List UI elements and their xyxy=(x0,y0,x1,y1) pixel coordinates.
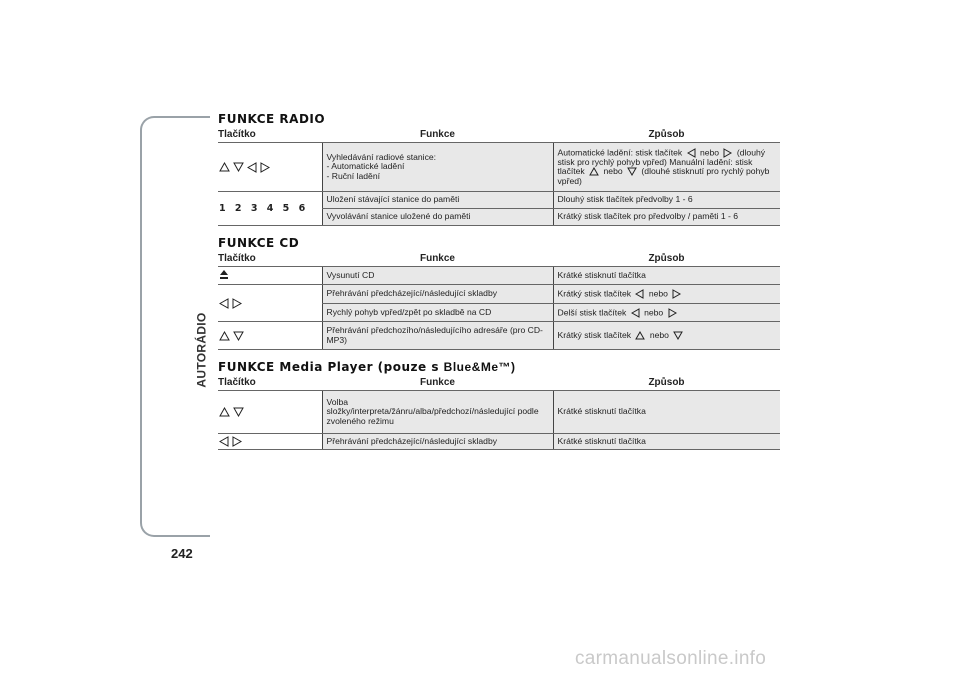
button-cell xyxy=(218,322,322,350)
triangle-left-icon xyxy=(247,162,257,173)
method-cell: Krátký stisk tlačítek nebo xyxy=(553,322,780,350)
button-cell xyxy=(218,391,322,434)
triangle-up-icon xyxy=(635,331,645,340)
triangle-right-icon xyxy=(232,298,242,309)
triangle-left-icon xyxy=(631,308,640,318)
function-cell: Vyvolávání stanice uložené do paměti xyxy=(322,209,553,226)
triangle-right-icon xyxy=(668,308,677,318)
button-cell xyxy=(218,434,322,450)
triangle-left-icon xyxy=(635,289,644,299)
button-cell xyxy=(218,267,322,285)
table-row xyxy=(218,192,780,209)
triangle-right-icon xyxy=(232,436,242,447)
triangle-up-icon xyxy=(219,407,230,417)
function-cell: Přehrávání předchozího/následujícího adresáře (pro CD-MP3) xyxy=(322,322,553,350)
button-cell xyxy=(218,285,322,322)
header-function: Funkce xyxy=(322,127,553,143)
table-header xyxy=(218,251,780,267)
table-row xyxy=(218,143,780,192)
eject-icon xyxy=(219,269,229,280)
triangle-right-icon xyxy=(672,289,681,299)
radio-table xyxy=(218,127,780,226)
function-cell: Vysunutí CD xyxy=(322,267,553,285)
header-button: Tlačítko xyxy=(218,251,322,267)
header-method: Způsob xyxy=(553,127,780,143)
page-number: 242 xyxy=(171,546,193,561)
header-method: Způsob xyxy=(553,375,780,391)
header-button: Tlačítko xyxy=(218,375,322,391)
cd-section-title: FUNKCE CD xyxy=(218,236,300,250)
function-cell: Uložení stávající stanice do paměti xyxy=(322,192,553,209)
manual-content xyxy=(218,112,780,450)
header-button: Tlačítko xyxy=(218,127,322,143)
function-cell: Rychlý pohyb vpřed/zpět po skladbě na CD xyxy=(322,304,553,322)
function-cell: Volba složky/interpreta/žánru/alba/předchozí/následující podle zvoleného režimu xyxy=(322,391,553,434)
triangle-down-icon xyxy=(673,331,683,340)
watermark: carmanualsonline.info xyxy=(575,648,767,669)
function-cell: Přehrávání předcházející/následující skladby xyxy=(322,434,553,450)
media-section-title: FUNKCE Media Player (pouze s Blue&Me™) xyxy=(218,360,516,374)
method-cell: Delší stisk tlačítek nebo xyxy=(553,304,780,322)
method-cell: Krátké stisknutí tlačítka xyxy=(553,391,780,434)
triangle-up-icon xyxy=(589,167,599,176)
function-cell: Vyhledávání radiové stanice: - Automatické ladění - Ruční ladění xyxy=(322,143,553,192)
triangle-down-icon xyxy=(233,331,244,341)
triangle-down-icon xyxy=(233,162,244,172)
header-function: Funkce xyxy=(322,375,553,391)
method-cell: Krátký stisk tlačítek nebo xyxy=(553,285,780,304)
triangle-down-icon xyxy=(233,407,244,417)
table-row xyxy=(218,391,780,434)
preset-buttons-label: 1 2 3 4 5 6 xyxy=(218,192,322,226)
table-row xyxy=(218,285,780,304)
section-side-label: AUTORÁDIO xyxy=(195,312,209,388)
triangle-left-icon xyxy=(219,298,229,309)
function-cell: Přehrávání předcházející/následující skladby xyxy=(322,285,553,304)
triangle-up-icon xyxy=(219,162,230,172)
table-row xyxy=(218,322,780,350)
method-cell: Automatické ladění: stisk tlačítek nebo (dlouhý stisk pro rychlý pohyb vpřed) Manuální ladění: stisk tlačítek nebo (dlouhé stisknutí pro rychlý pohyb vpřed) xyxy=(553,143,780,192)
triangle-up-icon xyxy=(219,331,230,341)
triangle-right-icon xyxy=(260,162,270,173)
table-header xyxy=(218,127,780,143)
triangle-left-icon xyxy=(219,436,229,447)
header-method: Způsob xyxy=(553,251,780,267)
method-cell: Krátké stisknutí tlačítka xyxy=(553,434,780,450)
method-cell: Krátké stisknutí tlačítka xyxy=(553,267,780,285)
method-cell: Krátký stisk tlačítek pro předvolby / paměti 1 - 6 xyxy=(553,209,780,226)
table-row xyxy=(218,267,780,285)
triangle-down-icon xyxy=(627,167,637,176)
method-cell: Dlouhý stisk tlačítek předvolby 1 - 6 xyxy=(553,192,780,209)
table-header xyxy=(218,375,780,391)
button-cell xyxy=(218,143,322,192)
radio-section-title: FUNKCE RADIO xyxy=(218,112,326,126)
header-function: Funkce xyxy=(322,251,553,267)
table-row xyxy=(218,434,780,450)
cd-table xyxy=(218,251,780,350)
media-table xyxy=(218,375,780,450)
